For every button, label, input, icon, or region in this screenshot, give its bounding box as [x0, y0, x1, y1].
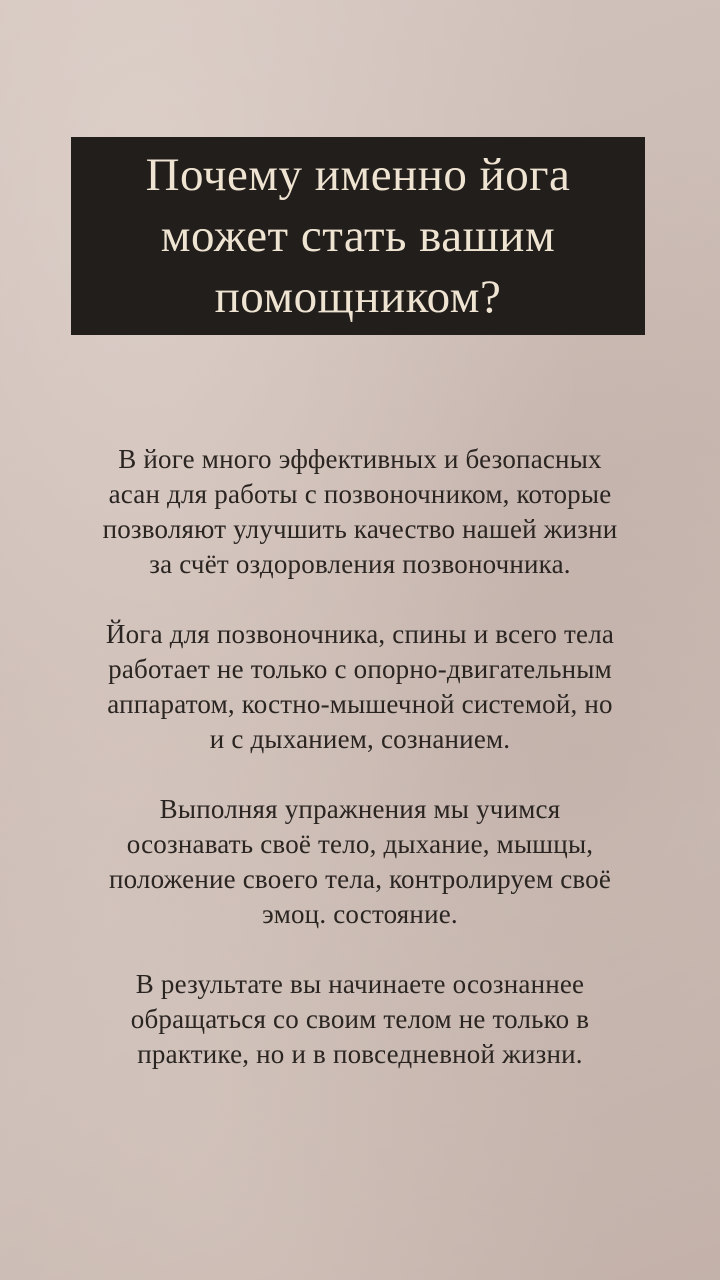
title-banner — [71, 137, 645, 335]
paragraph: Йога для позвоночника, спины и всего тела работает не только с опорно-двигательным аппаратом, костно-мышечной системой, но и с дыханием, сознанием. — [105, 619, 615, 754]
page-title: Почему именно йога может стать вашим помощником? — [145, 148, 571, 323]
paragraph: Выполняя упражнения мы учимся осознавать своё тело, дыхание, мышцы, положение своего тела, контролируем своё эмоц. состояние. — [108, 794, 612, 929]
body-text — [30, 442, 690, 1107]
paragraph: В йоге много эффективных и безопасных асан для работы с позвоночником, которые позволяют улучшить качество нашей жизни за счёт оздоровления позвоночника. — [102, 444, 618, 579]
paragraph: В результате вы начинаете осознаннее обращаться со своим телом не только в практике, но и в повседневной жизни. — [130, 969, 590, 1069]
